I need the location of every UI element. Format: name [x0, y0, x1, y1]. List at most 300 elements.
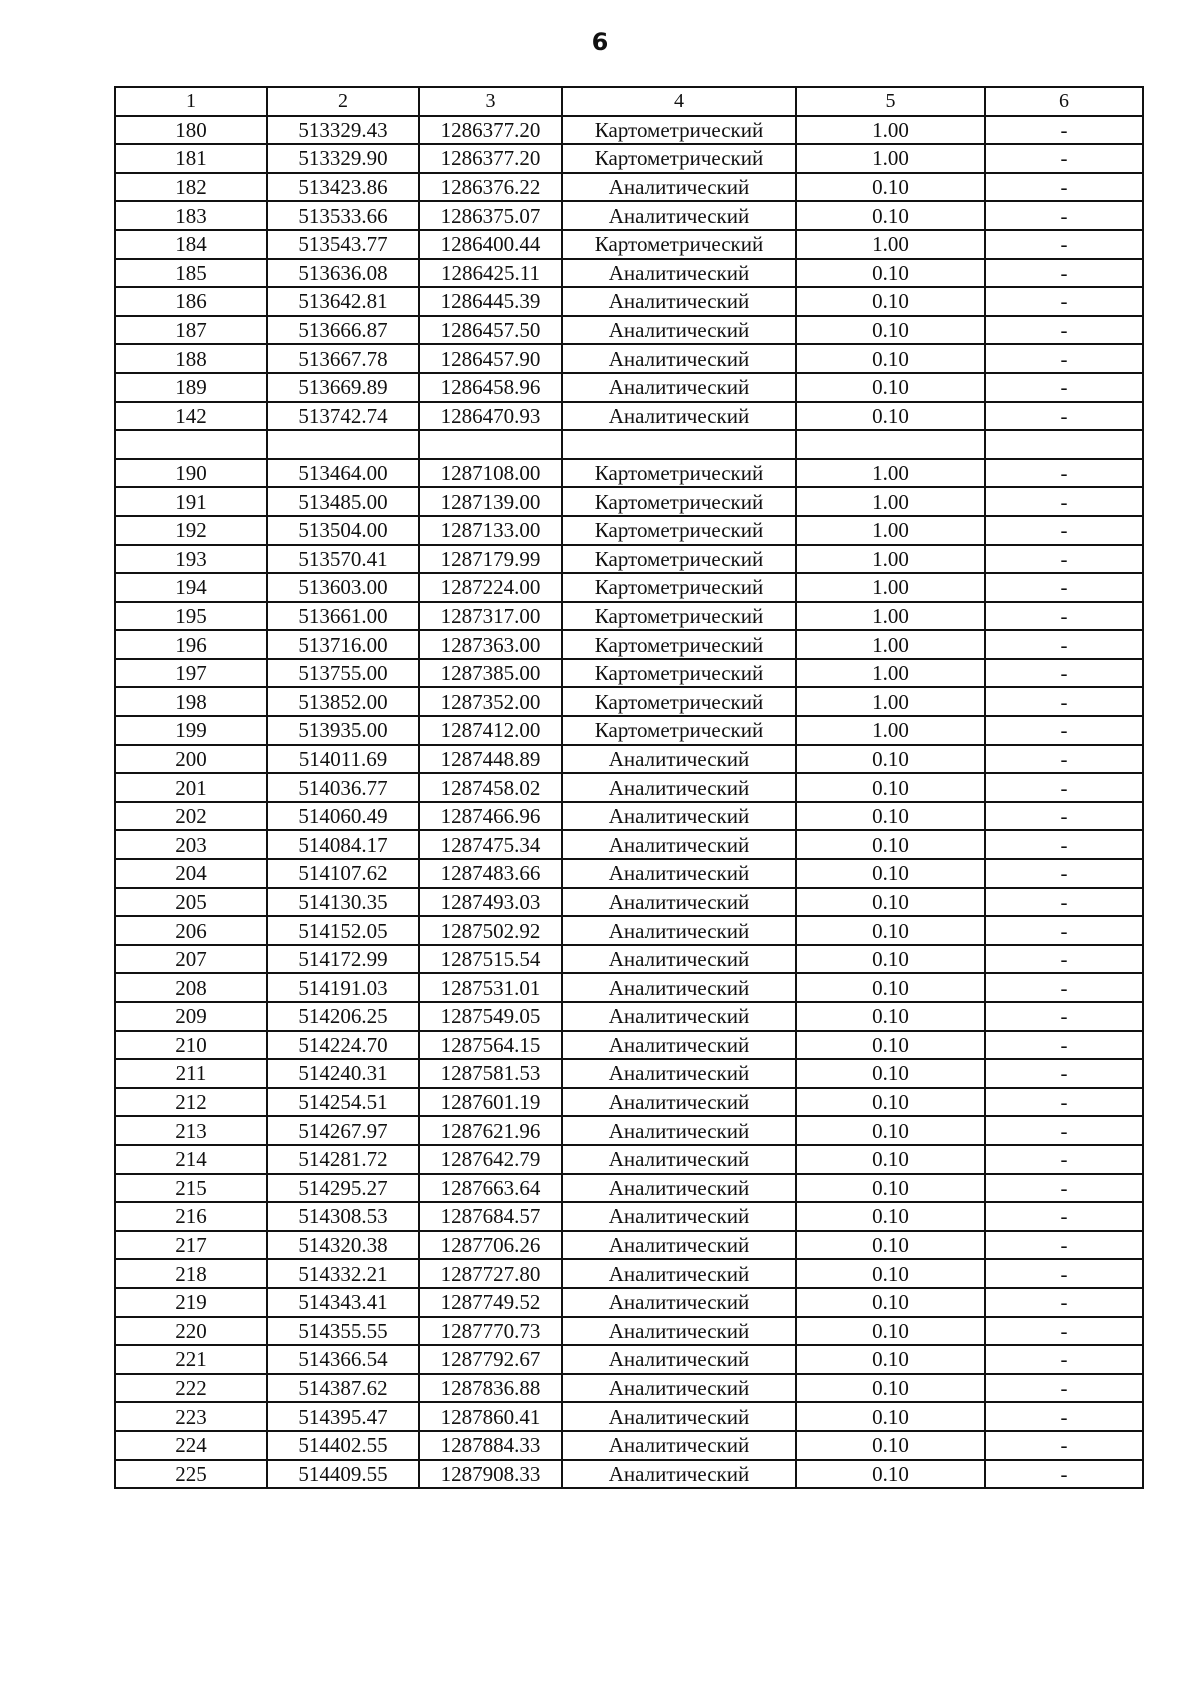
y-coordinate-cell: 1287515.54 [419, 945, 562, 974]
table-row [115, 230, 1143, 259]
x-coordinate-cell: 513464.00 [267, 459, 419, 488]
x-coordinate-cell: 514267.97 [267, 1116, 419, 1145]
y-coordinate-cell: 1287908.33 [419, 1460, 562, 1489]
table-row [115, 402, 1143, 431]
point-number-cell: 188 [115, 344, 267, 373]
accuracy-cell: 0.10 [796, 802, 985, 831]
note-cell: - [985, 630, 1143, 659]
table-row [115, 745, 1143, 774]
point-number-cell: 212 [115, 1088, 267, 1117]
column-header: 5 [796, 87, 985, 116]
table-row [115, 1259, 1143, 1288]
method-cell: Аналитический [562, 201, 796, 230]
x-coordinate-cell [267, 430, 419, 459]
note-cell: - [985, 1174, 1143, 1203]
y-coordinate-cell: 1287502.92 [419, 916, 562, 945]
table-row [115, 830, 1143, 859]
method-cell: Аналитический [562, 287, 796, 316]
accuracy-cell: 0.10 [796, 745, 985, 774]
point-number-cell: 196 [115, 630, 267, 659]
method-cell: Аналитический [562, 830, 796, 859]
point-number-cell: 201 [115, 773, 267, 802]
note-cell: - [985, 230, 1143, 259]
accuracy-cell: 0.10 [796, 259, 985, 288]
point-number-cell: 194 [115, 573, 267, 602]
accuracy-cell: 0.10 [796, 1145, 985, 1174]
accuracy-cell: 1.00 [796, 630, 985, 659]
point-number-cell: 219 [115, 1288, 267, 1317]
note-cell: - [985, 1231, 1143, 1260]
method-cell: Картометрический [562, 716, 796, 745]
y-coordinate-cell: 1286458.96 [419, 373, 562, 402]
point-number-cell: 204 [115, 859, 267, 888]
point-number-cell: 207 [115, 945, 267, 974]
accuracy-cell: 0.10 [796, 201, 985, 230]
x-coordinate-cell: 514224.70 [267, 1031, 419, 1060]
method-cell: Аналитический [562, 1088, 796, 1117]
point-number-cell: 189 [115, 373, 267, 402]
x-coordinate-cell: 513329.43 [267, 116, 419, 145]
y-coordinate-cell: 1287684.57 [419, 1202, 562, 1231]
x-coordinate-cell: 513666.87 [267, 316, 419, 345]
y-coordinate-cell: 1286376.22 [419, 173, 562, 202]
note-cell: - [985, 201, 1143, 230]
point-number-cell: 181 [115, 144, 267, 173]
table-row [115, 459, 1143, 488]
note-cell: - [985, 1116, 1143, 1145]
table-row [115, 802, 1143, 831]
y-coordinate-cell: 1287458.02 [419, 773, 562, 802]
method-cell: Картометрический [562, 487, 796, 516]
coordinates-table [114, 86, 1144, 1489]
x-coordinate-cell: 513755.00 [267, 659, 419, 688]
y-coordinate-cell: 1287642.79 [419, 1145, 562, 1174]
method-cell: Картометрический [562, 573, 796, 602]
method-cell: Аналитический [562, 344, 796, 373]
column-header: 3 [419, 87, 562, 116]
y-coordinate-cell: 1287363.00 [419, 630, 562, 659]
accuracy-cell: 0.10 [796, 287, 985, 316]
method-cell: Аналитический [562, 316, 796, 345]
table-row [115, 916, 1143, 945]
method-cell: Картометрический [562, 144, 796, 173]
table-row [115, 1031, 1143, 1060]
y-coordinate-cell: 1287836.88 [419, 1374, 562, 1403]
x-coordinate-cell: 514084.17 [267, 830, 419, 859]
method-cell: Аналитический [562, 1174, 796, 1203]
x-coordinate-cell: 513570.41 [267, 545, 419, 574]
method-cell: Аналитический [562, 1031, 796, 1060]
accuracy-cell: 0.10 [796, 316, 985, 345]
note-cell: - [985, 773, 1143, 802]
table-row [115, 1116, 1143, 1145]
x-coordinate-cell: 514402.55 [267, 1431, 419, 1460]
accuracy-cell: 1.00 [796, 716, 985, 745]
method-cell: Аналитический [562, 1345, 796, 1374]
y-coordinate-cell: 1287601.19 [419, 1088, 562, 1117]
point-number-cell: 184 [115, 230, 267, 259]
table-row [115, 373, 1143, 402]
table-row [115, 1002, 1143, 1031]
point-number-cell: 182 [115, 173, 267, 202]
table-row [115, 1317, 1143, 1346]
y-coordinate-cell: 1286457.50 [419, 316, 562, 345]
note-cell: - [985, 116, 1143, 145]
point-number-cell: 205 [115, 888, 267, 917]
method-cell: Картометрический [562, 459, 796, 488]
table-row [115, 945, 1143, 974]
y-coordinate-cell: 1286377.20 [419, 116, 562, 145]
note-cell [985, 430, 1143, 459]
table-row [115, 888, 1143, 917]
y-coordinate-cell: 1287860.41 [419, 1402, 562, 1431]
page-number: 6 [591, 28, 609, 56]
method-cell: Аналитический [562, 173, 796, 202]
x-coordinate-cell: 514366.54 [267, 1345, 419, 1374]
point-number-cell: 197 [115, 659, 267, 688]
accuracy-cell: 0.10 [796, 1288, 985, 1317]
accuracy-cell: 0.10 [796, 773, 985, 802]
x-coordinate-cell: 514395.47 [267, 1402, 419, 1431]
point-number-cell: 200 [115, 745, 267, 774]
accuracy-cell: 0.10 [796, 1374, 985, 1403]
x-coordinate-cell: 513669.89 [267, 373, 419, 402]
method-cell: Аналитический [562, 1231, 796, 1260]
x-coordinate-cell: 514172.99 [267, 945, 419, 974]
note-cell: - [985, 1088, 1143, 1117]
note-cell: - [985, 144, 1143, 173]
x-coordinate-cell: 513423.86 [267, 173, 419, 202]
accuracy-cell: 0.10 [796, 1431, 985, 1460]
note-cell: - [985, 1002, 1143, 1031]
point-number-cell: 222 [115, 1374, 267, 1403]
x-coordinate-cell: 513935.00 [267, 716, 419, 745]
y-coordinate-cell: 1287493.03 [419, 888, 562, 917]
x-coordinate-cell: 513533.66 [267, 201, 419, 230]
method-cell: Аналитический [562, 888, 796, 917]
method-cell: Аналитический [562, 1374, 796, 1403]
y-coordinate-cell: 1286445.39 [419, 287, 562, 316]
note-cell: - [985, 973, 1143, 1002]
y-coordinate-cell: 1287179.99 [419, 545, 562, 574]
note-cell: - [985, 373, 1143, 402]
y-coordinate-cell: 1287663.64 [419, 1174, 562, 1203]
table-row [115, 602, 1143, 631]
y-coordinate-cell: 1286470.93 [419, 402, 562, 431]
x-coordinate-cell: 514281.72 [267, 1145, 419, 1174]
table-row [115, 1088, 1143, 1117]
point-number-cell: 195 [115, 602, 267, 631]
accuracy-cell [796, 430, 985, 459]
table-header-row [115, 87, 1143, 116]
accuracy-cell: 0.10 [796, 888, 985, 917]
accuracy-cell: 0.10 [796, 1345, 985, 1374]
note-cell: - [985, 1402, 1143, 1431]
y-coordinate-cell: 1287317.00 [419, 602, 562, 631]
x-coordinate-cell: 514387.62 [267, 1374, 419, 1403]
y-coordinate-cell: 1286457.90 [419, 344, 562, 373]
x-coordinate-cell: 513603.00 [267, 573, 419, 602]
accuracy-cell: 0.10 [796, 1116, 985, 1145]
y-coordinate-cell: 1287139.00 [419, 487, 562, 516]
x-coordinate-cell: 514308.53 [267, 1202, 419, 1231]
note-cell: - [985, 1431, 1143, 1460]
note-cell: - [985, 1288, 1143, 1317]
x-coordinate-cell: 514295.27 [267, 1174, 419, 1203]
note-cell: - [985, 659, 1143, 688]
y-coordinate-cell: 1286375.07 [419, 201, 562, 230]
y-coordinate-cell: 1287448.89 [419, 745, 562, 774]
point-number-cell: 190 [115, 459, 267, 488]
method-cell: Аналитический [562, 1059, 796, 1088]
note-cell: - [985, 916, 1143, 945]
table-row [115, 116, 1143, 145]
accuracy-cell: 0.10 [796, 1031, 985, 1060]
table-row [115, 173, 1143, 202]
table-row [115, 1431, 1143, 1460]
note-cell: - [985, 1345, 1143, 1374]
method-cell: Картометрический [562, 602, 796, 631]
y-coordinate-cell: 1287581.53 [419, 1059, 562, 1088]
point-number-cell: 221 [115, 1345, 267, 1374]
accuracy-cell: 0.10 [796, 1002, 985, 1031]
table-row [115, 659, 1143, 688]
point-number-cell: 142 [115, 402, 267, 431]
table-row [115, 487, 1143, 516]
x-coordinate-cell: 513716.00 [267, 630, 419, 659]
y-coordinate-cell: 1287412.00 [419, 716, 562, 745]
note-cell: - [985, 173, 1143, 202]
method-cell: Аналитический [562, 1116, 796, 1145]
table-row [115, 430, 1143, 459]
x-coordinate-cell: 514152.05 [267, 916, 419, 945]
x-coordinate-cell: 514107.62 [267, 859, 419, 888]
y-coordinate-cell: 1287564.15 [419, 1031, 562, 1060]
y-coordinate-cell: 1287466.96 [419, 802, 562, 831]
x-coordinate-cell: 514011.69 [267, 745, 419, 774]
note-cell: - [985, 344, 1143, 373]
point-number-cell: 216 [115, 1202, 267, 1231]
method-cell: Картометрический [562, 630, 796, 659]
column-header: 6 [985, 87, 1143, 116]
table-row [115, 1288, 1143, 1317]
table-row [115, 344, 1143, 373]
accuracy-cell: 0.10 [796, 1259, 985, 1288]
point-number-cell: 198 [115, 687, 267, 716]
table-row [115, 1374, 1143, 1403]
accuracy-cell: 0.10 [796, 1317, 985, 1346]
note-cell: - [985, 888, 1143, 917]
accuracy-cell: 0.10 [796, 173, 985, 202]
y-coordinate-cell: 1287749.52 [419, 1288, 562, 1317]
method-cell: Картометрический [562, 659, 796, 688]
table-row [115, 773, 1143, 802]
point-number-cell [115, 430, 267, 459]
note-cell: - [985, 1259, 1143, 1288]
y-coordinate-cell: 1287483.66 [419, 859, 562, 888]
note-cell: - [985, 259, 1143, 288]
x-coordinate-cell: 513504.00 [267, 516, 419, 545]
point-number-cell: 223 [115, 1402, 267, 1431]
y-coordinate-cell: 1286400.44 [419, 230, 562, 259]
y-coordinate-cell: 1287792.67 [419, 1345, 562, 1374]
point-number-cell: 217 [115, 1231, 267, 1260]
y-coordinate-cell: 1287475.34 [419, 830, 562, 859]
accuracy-cell: 1.00 [796, 573, 985, 602]
table-row [115, 287, 1143, 316]
point-number-cell: 192 [115, 516, 267, 545]
note-cell: - [985, 1145, 1143, 1174]
x-coordinate-cell: 514343.41 [267, 1288, 419, 1317]
point-number-cell: 208 [115, 973, 267, 1002]
method-cell: Аналитический [562, 373, 796, 402]
accuracy-cell: 1.00 [796, 116, 985, 145]
x-coordinate-cell: 514320.38 [267, 1231, 419, 1260]
method-cell: Аналитический [562, 402, 796, 431]
method-cell: Аналитический [562, 1460, 796, 1489]
point-number-cell: 187 [115, 316, 267, 345]
table-row [115, 1231, 1143, 1260]
method-cell: Картометрический [562, 230, 796, 259]
x-coordinate-cell: 514254.51 [267, 1088, 419, 1117]
note-cell: - [985, 687, 1143, 716]
table-row [115, 1145, 1143, 1174]
accuracy-cell: 0.10 [796, 830, 985, 859]
table-row [115, 1174, 1143, 1203]
x-coordinate-cell: 514206.25 [267, 1002, 419, 1031]
y-coordinate-cell: 1287352.00 [419, 687, 562, 716]
point-number-cell: 180 [115, 116, 267, 145]
method-cell: Аналитический [562, 1202, 796, 1231]
y-coordinate-cell: 1287549.05 [419, 1002, 562, 1031]
table-row [115, 516, 1143, 545]
point-number-cell: 203 [115, 830, 267, 859]
point-number-cell: 185 [115, 259, 267, 288]
note-cell: - [985, 1374, 1143, 1403]
x-coordinate-cell: 514036.77 [267, 773, 419, 802]
method-cell: Аналитический [562, 745, 796, 774]
note-cell: - [985, 516, 1143, 545]
x-coordinate-cell: 514332.21 [267, 1259, 419, 1288]
accuracy-cell: 0.10 [796, 945, 985, 974]
accuracy-cell: 0.10 [796, 402, 985, 431]
accuracy-cell: 0.10 [796, 1402, 985, 1431]
method-cell: Картометрический [562, 516, 796, 545]
accuracy-cell: 1.00 [796, 230, 985, 259]
method-cell: Аналитический [562, 945, 796, 974]
table-row [115, 316, 1143, 345]
accuracy-cell: 0.10 [796, 859, 985, 888]
table-row [115, 1345, 1143, 1374]
x-coordinate-cell: 513742.74 [267, 402, 419, 431]
point-number-cell: 206 [115, 916, 267, 945]
x-coordinate-cell: 513661.00 [267, 602, 419, 631]
x-coordinate-cell: 513636.08 [267, 259, 419, 288]
table-row [115, 630, 1143, 659]
y-coordinate-cell: 1286377.20 [419, 144, 562, 173]
y-coordinate-cell: 1287133.00 [419, 516, 562, 545]
table-row [115, 859, 1143, 888]
x-coordinate-cell: 514060.49 [267, 802, 419, 831]
accuracy-cell: 0.10 [796, 1460, 985, 1489]
column-header: 1 [115, 87, 267, 116]
x-coordinate-cell: 514355.55 [267, 1317, 419, 1346]
y-coordinate-cell: 1287531.01 [419, 973, 562, 1002]
x-coordinate-cell: 514240.31 [267, 1059, 419, 1088]
accuracy-cell: 1.00 [796, 602, 985, 631]
note-cell: - [985, 573, 1143, 602]
note-cell: - [985, 716, 1143, 745]
method-cell: Аналитический [562, 1317, 796, 1346]
y-coordinate-cell: 1287385.00 [419, 659, 562, 688]
method-cell: Картометрический [562, 687, 796, 716]
accuracy-cell: 0.10 [796, 916, 985, 945]
accuracy-cell: 0.10 [796, 1059, 985, 1088]
method-cell: Аналитический [562, 773, 796, 802]
accuracy-cell: 1.00 [796, 687, 985, 716]
point-number-cell: 199 [115, 716, 267, 745]
accuracy-cell: 1.00 [796, 545, 985, 574]
table-row [115, 545, 1143, 574]
x-coordinate-cell: 514191.03 [267, 973, 419, 1002]
point-number-cell: 218 [115, 1259, 267, 1288]
note-cell: - [985, 316, 1143, 345]
x-coordinate-cell: 513329.90 [267, 144, 419, 173]
point-number-cell: 220 [115, 1317, 267, 1346]
table-body [115, 116, 1143, 1489]
note-cell: - [985, 802, 1143, 831]
method-cell: Аналитический [562, 1288, 796, 1317]
point-number-cell: 183 [115, 201, 267, 230]
x-coordinate-cell: 514409.55 [267, 1460, 419, 1489]
table-row [115, 1402, 1143, 1431]
table-row [115, 973, 1143, 1002]
point-number-cell: 191 [115, 487, 267, 516]
note-cell: - [985, 945, 1143, 974]
accuracy-cell: 1.00 [796, 487, 985, 516]
method-cell: Аналитический [562, 973, 796, 1002]
note-cell: - [985, 545, 1143, 574]
note-cell: - [985, 1059, 1143, 1088]
method-cell: Аналитический [562, 1259, 796, 1288]
point-number-cell: 210 [115, 1031, 267, 1060]
point-number-cell: 225 [115, 1460, 267, 1489]
x-coordinate-cell: 513485.00 [267, 487, 419, 516]
point-number-cell: 209 [115, 1002, 267, 1031]
accuracy-cell: 1.00 [796, 659, 985, 688]
point-number-cell: 214 [115, 1145, 267, 1174]
method-cell: Аналитический [562, 802, 796, 831]
method-cell: Аналитический [562, 1145, 796, 1174]
x-coordinate-cell: 513667.78 [267, 344, 419, 373]
note-cell: - [985, 1460, 1143, 1489]
point-number-cell: 213 [115, 1116, 267, 1145]
accuracy-cell: 0.10 [796, 1231, 985, 1260]
table-row [115, 716, 1143, 745]
y-coordinate-cell: 1286425.11 [419, 259, 562, 288]
y-coordinate-cell: 1287727.80 [419, 1259, 562, 1288]
note-cell: - [985, 1202, 1143, 1231]
y-coordinate-cell [419, 430, 562, 459]
table-row [115, 1059, 1143, 1088]
note-cell: - [985, 402, 1143, 431]
point-number-cell: 186 [115, 287, 267, 316]
note-cell: - [985, 859, 1143, 888]
table-row [115, 687, 1143, 716]
method-cell: Аналитический [562, 1431, 796, 1460]
note-cell: - [985, 487, 1143, 516]
x-coordinate-cell: 513543.77 [267, 230, 419, 259]
